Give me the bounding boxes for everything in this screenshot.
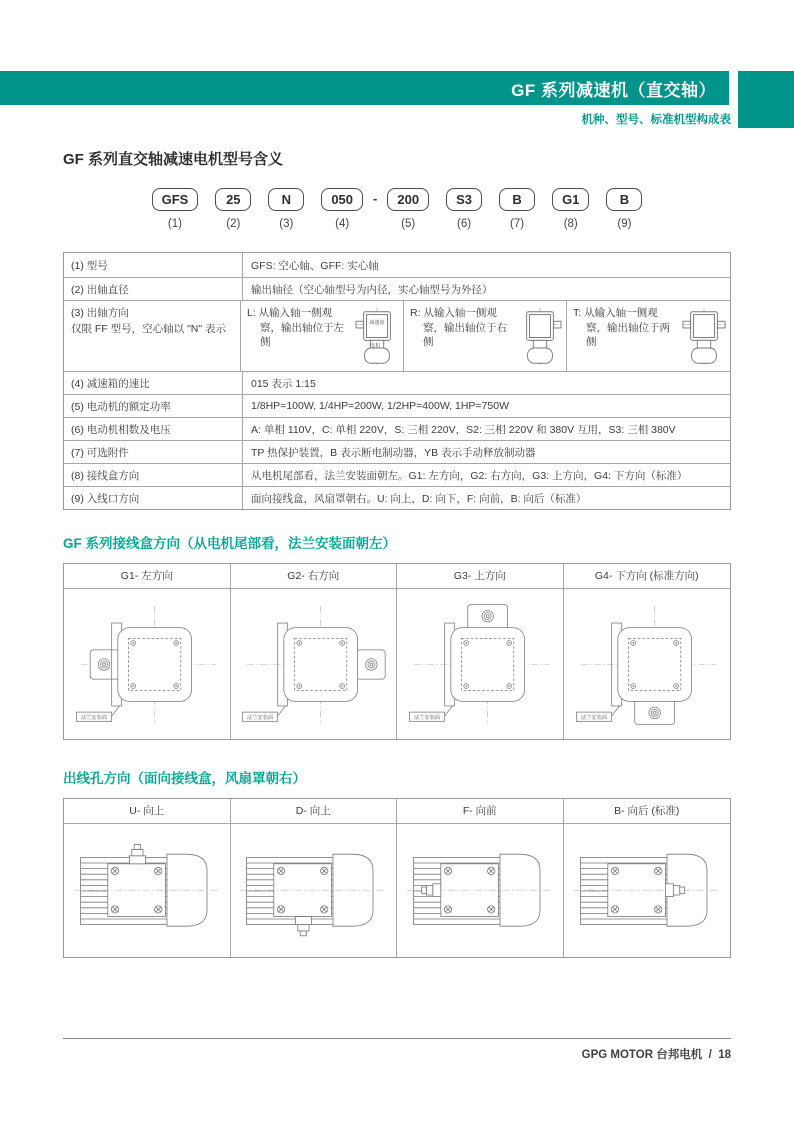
model-segment-1: [152, 188, 199, 230]
footer-page-number: 18: [718, 1049, 731, 1061]
model-segment-4: [321, 188, 363, 230]
svg-text:减速箱: 减速箱: [369, 320, 385, 327]
junction-box-table-header: [64, 564, 730, 589]
spec-table: [63, 252, 731, 510]
spec-label-3: [64, 301, 241, 371]
model-segment-2: [215, 188, 251, 230]
model-box-7: B: [499, 188, 535, 211]
spec-label-8: (8) 接线盒方向: [64, 464, 243, 486]
model-segment-7: [499, 188, 535, 230]
column-header-g3: G3- 上方向: [397, 564, 564, 588]
header-banner: [0, 71, 729, 105]
shaft-option-l: [241, 301, 404, 371]
footer-brand: GPG MOTOR 台邦电机: [581, 1049, 703, 1061]
spec-label-4: (4) 减速箱的速比: [64, 372, 243, 394]
motor-rear-view-g3-diagram: [397, 589, 564, 739]
spec-label-9: (9) 入线口方向: [64, 487, 243, 509]
spec-value-7: TP 热保护装置，B 表示断电制动器，YB 表示手动释放制动器: [251, 446, 536, 459]
model-index-1: (1): [167, 218, 182, 230]
header-corner-block: [738, 71, 794, 128]
model-box-1: GFS: [152, 188, 199, 211]
shaft-option-t: [567, 301, 730, 371]
svg-text:法兰安装面: 法兰安装面: [80, 714, 107, 721]
column-header-b: B- 向后 (标准): [614, 805, 680, 817]
motor-side-view-b-diagram: [564, 824, 731, 957]
model-box-4: 050: [321, 188, 363, 211]
model-code-separator: -: [373, 191, 378, 206]
model-index-3: (3): [279, 218, 294, 230]
model-box-9: B: [606, 188, 642, 211]
spec-value-8: 从电机尾部看，法兰安装面朝左。G1: 左方向，G2: 右方向，G3: 上方向，G4: 下方向（标准）: [251, 469, 688, 482]
spec-label-7: (7) 可选附件: [64, 441, 243, 463]
spec-row-6: [64, 418, 730, 441]
model-index-8: (8): [563, 218, 578, 230]
model-index-5: (5): [401, 218, 416, 230]
outlet-table-header: [64, 799, 730, 824]
banner-title: GF 系列减速机（直交轴）: [511, 80, 716, 100]
model-segment-8: [552, 188, 589, 230]
spec-label-3-line2: 仅限 FF 型号，空心轴以 "N" 表示: [71, 322, 227, 335]
svg-text:法兰安装面: 法兰安装面: [580, 714, 607, 721]
page-title: GF 系列直交轴减速电机型号含义: [63, 151, 283, 168]
spec-label-5: (5) 电动机的额定功率: [64, 395, 243, 417]
junction-box-section-title: GF 系列接线盒方向（从电机尾部看，法兰安装面朝左）: [63, 536, 396, 551]
model-index-9: (9): [617, 218, 632, 230]
spec-value-1: GFS: 空心轴、GFF: 实心轴: [251, 259, 379, 272]
spec-value-2: 输出轴径（空心轴型号为内径，实心轴型号为外径）: [251, 283, 493, 296]
model-segment-3: [268, 188, 304, 230]
model-box-6: S3: [446, 188, 482, 211]
motor-side-view-d-diagram: [231, 824, 398, 957]
model-box-5: 200: [387, 188, 429, 211]
spec-row-1: [64, 253, 730, 278]
model-segment-5: [387, 188, 429, 230]
model-code-row: [63, 188, 731, 230]
model-index-7: (7): [510, 218, 525, 230]
svg-text:法兰安装面: 法兰安装面: [413, 714, 440, 721]
footer-separator: /: [708, 1049, 712, 1061]
shaft-direction-l-diagram: [353, 306, 401, 369]
motor-rear-view-g4-diagram: [564, 589, 731, 739]
spec-label-2: (2) 出轴直径: [64, 278, 243, 300]
spec-value-5: 1/8HP=100W, 1/4HP=200W, 1/2HP=400W, 1HP=750W: [251, 400, 509, 412]
model-box-3: N: [268, 188, 304, 211]
spec-row-4: [64, 372, 730, 395]
shaft-option-t-text: T: 从输入轴一侧观察，输出轴位于两侧: [573, 307, 670, 349]
spec-row-7: [64, 441, 730, 464]
outlet-table-body: [64, 824, 730, 957]
spec-value-4: 015 表示 1:15: [251, 377, 316, 390]
outlet-direction-table: [63, 798, 731, 958]
footer: [63, 1046, 731, 1062]
model-index-2: (2): [226, 218, 241, 230]
column-header-d: D- 向上: [231, 799, 398, 823]
spec-row-5: [64, 395, 730, 418]
column-header-g2: G2- 右方向: [231, 564, 398, 588]
column-header-f: F- 向前: [397, 799, 564, 823]
motor-rear-view-g1-diagram: [64, 589, 231, 739]
spec-value-9: 面向接线盒，风扇罩朝右。U: 向上，D: 向下，F: 向前，B: 向后（标准）: [251, 492, 587, 505]
shaft-direction-options: [241, 301, 730, 371]
junction-box-direction-table: [63, 563, 731, 740]
header-subtitle: 机种、型号、标准机型构成表: [581, 114, 731, 126]
column-header-u: U- 向上: [64, 799, 231, 823]
model-box-8: G1: [552, 188, 589, 211]
motor-side-view-f-diagram: [397, 824, 564, 957]
column-header-g4: G4- 下方向 (标准方向): [594, 570, 699, 582]
outlet-section-title: 出线孔方向（面向接线盒，风扇罩朝右）: [63, 771, 306, 786]
svg-text:法兰安装面: 法兰安装面: [247, 714, 274, 721]
spec-row-3: [64, 301, 730, 372]
spec-value-6: A: 单相 110V，C: 单相 220V，S: 三相 220V，S2: 三相 220V 和 380V 互用，S3: 三相 380V: [251, 423, 676, 436]
spec-row-8: [64, 464, 730, 487]
spec-row-2: [64, 278, 730, 301]
spec-row-9: [64, 487, 730, 509]
model-index-6: (6): [457, 218, 472, 230]
spec-label-1: (1) 型号: [64, 253, 243, 277]
shaft-direction-t-diagram: [680, 306, 728, 369]
shaft-option-l-text: L: 从输入轴一侧观察，输出轴位于左侧: [247, 307, 344, 349]
model-box-2: 25: [215, 188, 251, 211]
motor-rear-view-g2-diagram: [231, 589, 398, 739]
motor-side-view-u-diagram: [64, 824, 231, 957]
spec-label-3-line1: (3) 出轴方向: [71, 307, 129, 319]
junction-box-table-body: [64, 589, 730, 739]
svg-text:电机: 电机: [369, 343, 381, 350]
footer-rule: [63, 1038, 731, 1039]
column-header-g1: G1- 左方向: [64, 564, 231, 588]
shaft-option-r: [404, 301, 567, 371]
shaft-option-r-text: R: 从输入轴一侧观察，输出轴位于右侧: [410, 307, 507, 349]
model-segment-9: [606, 188, 642, 230]
spec-label-6: (6) 电动机相数及电压: [64, 418, 243, 440]
shaft-direction-r-diagram: [516, 306, 564, 369]
model-index-4: (4): [335, 218, 350, 230]
model-segment-6: [446, 188, 482, 230]
